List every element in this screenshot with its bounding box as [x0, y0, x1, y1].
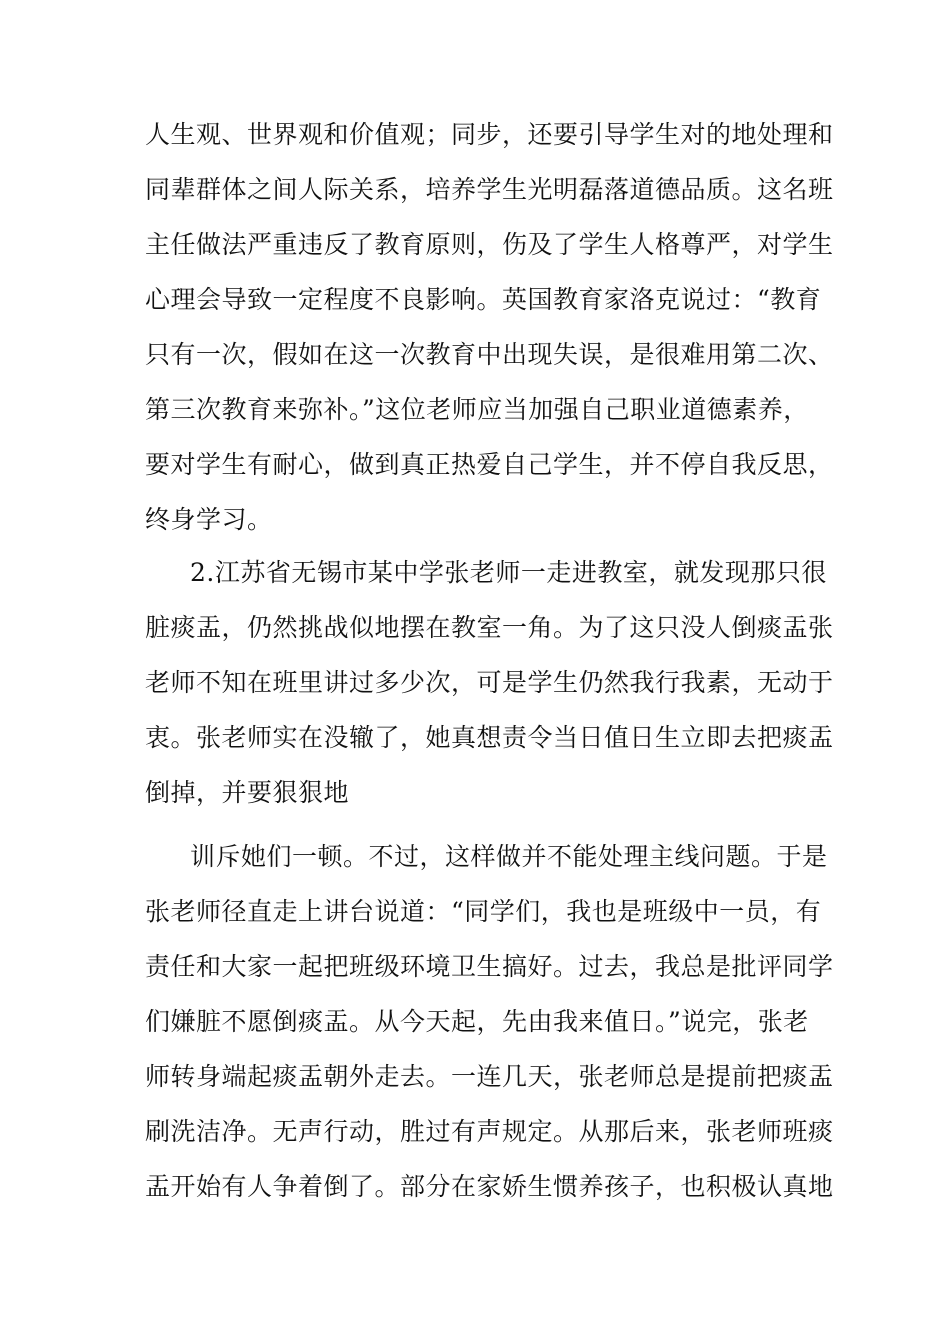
text-line: 张老师径直走上讲台说道：“同学们，我也是班级中一员，有	[145, 897, 822, 926]
text-line: 脏痰盂，仍然挑战似地摆在教室一角。为了这只没人倒痰盂张	[145, 613, 834, 642]
text-line: 主任做法严重违反了教育原则，伤及了学生人格尊严，对学生	[145, 230, 834, 259]
text-line: 老师不知在班里讲过多少次，可是学生仍然我行我素，无动于	[145, 668, 834, 697]
text-line: 刷洗洁净。无声行动，胜过有声规定。从那后来，张老师班痰	[145, 1117, 834, 1146]
text-line: 师转身端起痰盂朝外走去。一连几天，张老师总是提前把痰盂	[145, 1062, 834, 1091]
text-line: 倒掉，并要狠狠地	[145, 778, 350, 807]
text-line: 衷。张老师实在没辙了，她真想责令当日值日生立即去把痰盂	[145, 723, 834, 752]
text-line: 终身学习。	[145, 505, 273, 534]
paragraph-start-line: 2.江苏省无锡市某中学张老师一走进教室，就发现那只很	[190, 558, 827, 587]
text-line: 人生观、世界观和价值观；同步，还要引导学生对的地处理和	[145, 120, 834, 149]
text-line: 同辈群体之间人际关系，培养学生光明磊落道德品质。这名班	[145, 175, 834, 204]
text-line: 们嫌脏不愿倒痰盂。从今天起，先由我来值日。”说完，张老	[145, 1007, 809, 1036]
text-line: 第三次教育来弥补。”这位老师应当加强自己职业道德素养，	[145, 395, 809, 424]
text-line: 心理会导致一定程度不良影响。英国教育家洛克说过：“教育	[145, 285, 822, 314]
text-line: 只有一次，假如在这一次教育中出现失误，是很难用第二次、	[145, 340, 834, 369]
text-line: 盂开始有人争着倒了。部分在家娇生惯养孩子，也积极认真地	[145, 1172, 834, 1201]
paragraph-start-line: 训斥她们一顿。不过，这样做并不能处理主线问题。于是	[190, 842, 828, 871]
text-line: 要对学生有耐心，做到真正热爱自己学生，并不停自我反思，	[145, 450, 834, 479]
text-line: 责任和大家一起把班级环境卫生搞好。过去，我总是批评同学	[145, 952, 834, 981]
